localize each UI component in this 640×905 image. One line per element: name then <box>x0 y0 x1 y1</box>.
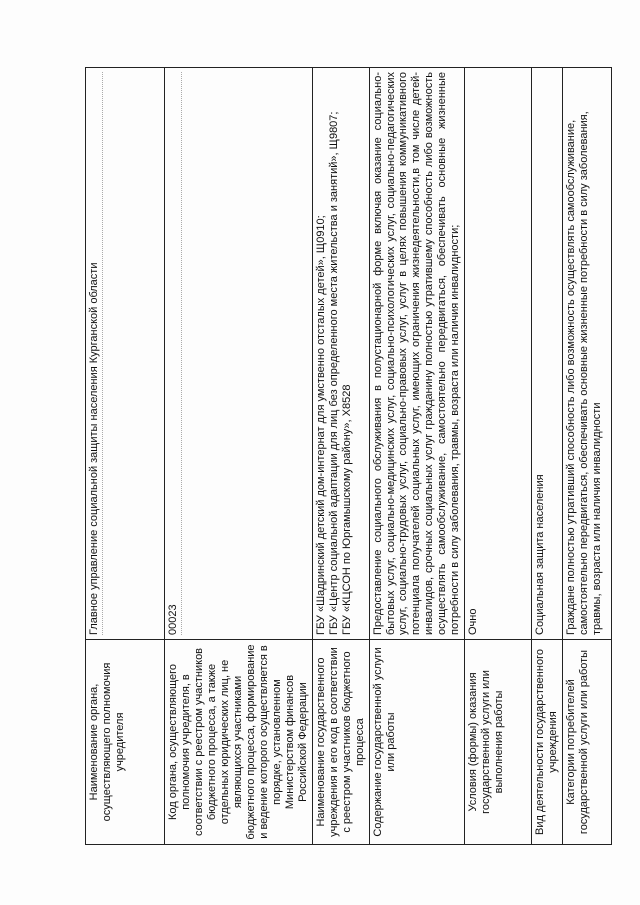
consumer-category-label: Категории потребителей государственной услуги или работы <box>563 640 612 845</box>
authority-code-label: Код органа, осуществляющего полномочия учредителя, в соответствии с реестром участников бюджетного процесса, а также отдельных юридических лиц, не являющихся участниками бюджетного процесса, формирование и ведение которого осуществляется в порядке, установленном Министерством финансов Российской Федерации <box>165 640 313 845</box>
divider <box>102 72 103 635</box>
consumer-category-value: Граждане полностью утративший способность либо возможность осуществлять самообслуживание, самостоятельно передвигаться, обеспечивать основные жизненные потребности в силу заболевания, травмы, возраста или наличия инвалидности <box>563 68 612 640</box>
service-conditions-label: Условия (формы) оказания государственной услуги или выполнения работы <box>465 640 532 845</box>
rotated-form <box>85 67 615 845</box>
table-row <box>465 68 532 845</box>
table-row <box>86 68 165 845</box>
founder-authority-label: Наименование органа, осуществляющего полномочия учредителя <box>86 640 165 845</box>
service-info-table <box>85 67 612 845</box>
service-content-label: Содержание государственной услуги или работы <box>369 640 465 845</box>
founder-authority-text: Главное управление социальной защиты населения Курганской области <box>88 262 100 635</box>
institution-line-2: ГБУ «Центр социальной адаптации для лиц без определенного места жительства и занятий», Щ9807; <box>327 111 340 635</box>
institution-line-1: ГБУ «Шадринский детский дом-интернат для умственно отсталых детей», Щ0910; <box>314 215 327 635</box>
divider <box>181 72 182 635</box>
authority-code-text: 00023 <box>167 604 179 635</box>
activity-type-value: Социальная защита населения <box>532 68 563 640</box>
table-row <box>369 68 465 845</box>
activity-type-label: Вид деятельности государственного учреждения <box>532 640 563 845</box>
institution-line-3: ГБУ «КЦСОН по Юргамышскому району», Х8528 <box>340 384 353 635</box>
institution-name-value <box>312 68 369 640</box>
table-row <box>165 68 313 845</box>
authority-code-value <box>165 68 313 640</box>
service-content-value: Предоставление социального обслуживания в полустационарной форме включая оказание социально-бытовых услуг, социально-медицинских услуг, социально-психологических услуг, социально-педагогических услуг, социально-трудовых услуг, социально-правовых услуг, услуг в целях повышения коммуникативного потенциала получателей социальных услуг, имеющих ограничения жизнедеятельности,в том числе детей-инвалидов, срочных социальных услуг гражданину полностью утратившему способность либо возможность осуществлять самообслуживание, самостоятельно передвигаться, обеспечивать основные жизненные потребности в силу заболевания, травмы, возраста или наличия инвалидности; <box>369 68 465 640</box>
table-row <box>532 68 563 845</box>
founder-authority-value <box>86 68 165 640</box>
table-row <box>563 68 612 845</box>
service-conditions-value: Очно <box>465 68 532 640</box>
institution-name-label: Наименование государственного учреждения и его код в соответствии с реестром участников бюджетного процесса <box>312 640 369 845</box>
table-row <box>312 68 369 845</box>
